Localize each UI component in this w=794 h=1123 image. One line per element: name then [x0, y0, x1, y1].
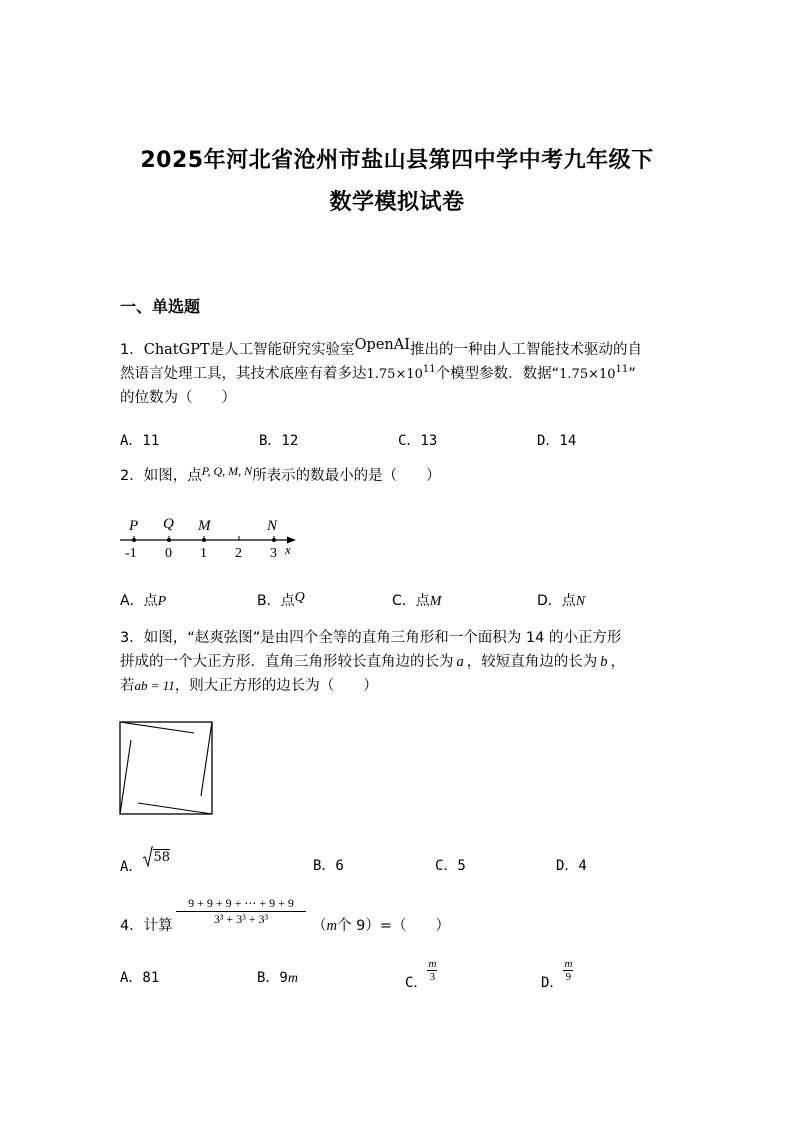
q2-text-a: 2．如图，点	[120, 468, 202, 484]
q2-option-d-prefix: D．点	[537, 593, 576, 609]
point-q-dot	[167, 538, 171, 542]
q4-option-c[interactable]	[405, 958, 437, 991]
q3-option-d[interactable]: D．4	[556, 858, 587, 874]
page-title-line1: 2025年河北省沧州市盐山县第四中学中考九年级下	[140, 148, 654, 173]
question-1-line2	[120, 362, 636, 387]
q2-option-a[interactable]	[120, 590, 166, 610]
question-2-text	[120, 464, 441, 488]
q2-option-b-var: Q	[294, 590, 305, 605]
point-label-m: M	[198, 518, 211, 534]
tick-label-3: 3	[270, 546, 277, 561]
number-line-figure	[112, 510, 312, 566]
q2-option-b[interactable]	[257, 590, 305, 610]
q2-vars: P, Q, M, N	[201, 464, 253, 478]
q1-chatgpt: ChatGPT	[143, 342, 210, 358]
inner-square	[131, 733, 201, 803]
q2-option-b-prefix: B．点	[257, 593, 295, 609]
point-n-dot	[272, 538, 276, 542]
q3-text-e: ，则大正方形的边长为（ ）	[174, 678, 378, 694]
q3-option-a-prefix: A．	[120, 859, 143, 875]
q2-option-a-var: P	[157, 594, 167, 609]
zhao-shuang-diagram	[118, 720, 216, 818]
q1-number: 1．	[120, 342, 144, 358]
q2-option-c-var: M	[429, 594, 442, 609]
q3-text-b: ，较短直角边的长为	[466, 654, 598, 670]
tick-label-2: 2	[235, 546, 242, 561]
q4-option-d[interactable]	[541, 958, 573, 991]
tick-label-0: 0	[165, 546, 172, 561]
outer-square	[120, 722, 212, 814]
tick-label-neg1: -1	[125, 546, 137, 561]
triangle-edge	[138, 803, 212, 814]
q4-option-c-frac	[427, 958, 437, 983]
point-label-q: Q	[163, 516, 174, 532]
q3-expr: ab = 11	[134, 678, 175, 693]
page-title-line2: 数学模拟试卷	[329, 190, 465, 215]
q3-var-b: b	[600, 654, 608, 670]
triangle-edge	[201, 722, 212, 796]
q1-option-a[interactable]: A．11	[120, 433, 160, 449]
q1-exponent-2: 11	[615, 364, 629, 376]
point-label-n: N	[267, 518, 278, 534]
q2-option-c-prefix: C．点	[392, 593, 430, 609]
q3-option-c[interactable]: C．5	[435, 858, 466, 874]
q4-var-m: m	[326, 918, 337, 934]
q2-option-d[interactable]	[537, 590, 585, 610]
q2-option-c[interactable]	[392, 590, 441, 610]
q1-exponent: 11	[422, 364, 436, 376]
q4-paren-open: （	[312, 918, 327, 934]
q1-option-c[interactable]: C．13	[398, 433, 438, 449]
q1-quote-close: ”	[628, 366, 636, 382]
q4-fraction	[176, 896, 306, 927]
question-3-line1: 3．如图，“赵爽弦图”是由四个全等的直角三角形和一个面积为 14 的小正方形	[120, 630, 622, 646]
q4-option-c-den: 3	[429, 971, 436, 983]
triangle-edge	[120, 722, 194, 733]
question-1-line1	[120, 338, 642, 362]
q1-option-b[interactable]: B．12	[259, 433, 299, 449]
q3-text-c: ，	[610, 654, 625, 670]
q1-text-b: 推出的一种由人工智能技术驱动的自	[409, 342, 642, 358]
q1-text-c: 然语言处理工具，其技术底座有着多达	[120, 366, 367, 382]
q4-option-d-prefix: D．	[541, 974, 564, 991]
q3-sqrt	[142, 846, 170, 868]
q4-numerator: 9 + 9 + 9 + ⋯ + 9 + 9	[176, 896, 306, 912]
axis-label-x: x	[285, 542, 291, 557]
q4-option-c-prefix: C．	[405, 974, 428, 991]
q2-option-a-prefix: A．点	[120, 593, 158, 609]
q4-option-b-prefix: B．9	[257, 970, 288, 986]
q4-option-b-var: m	[287, 971, 298, 986]
section-heading: 一、单选题	[120, 297, 201, 316]
q1-text-d: 个模型参数．数据“	[435, 366, 560, 382]
q4-prefix: 4．计算	[120, 918, 173, 934]
tick-label-1: 1	[200, 546, 207, 561]
point-p-dot	[132, 538, 136, 542]
q4-option-d-num: m	[564, 958, 573, 970]
q2-text-b: 所表示的数最小的是（ ）	[252, 468, 441, 484]
q4-option-c-num: m	[428, 958, 437, 970]
question-3-line2	[120, 650, 625, 674]
question-3-line3	[120, 674, 378, 698]
q4-option-d-den: 9	[565, 971, 572, 983]
q3-radicand: 58	[153, 849, 170, 865]
q4-denominator: 3³ + 3³ + 3³	[213, 912, 269, 926]
q4-option-a[interactable]: A．81	[120, 970, 160, 986]
q4-suffix-text: 个 9）=（ ）	[336, 918, 450, 934]
q1-number-expr-2: 1.75×10	[559, 367, 616, 382]
q3-option-a[interactable]	[120, 848, 170, 875]
q1-number-expr: 1.75×10	[366, 367, 423, 382]
q4-option-d-frac	[563, 958, 573, 983]
sqrt-sign-icon	[142, 846, 153, 868]
point-label-p: P	[129, 518, 139, 534]
q2-option-d-var: N	[575, 594, 586, 609]
q3-option-b[interactable]: B．6	[313, 858, 344, 874]
q4-suffix	[312, 914, 450, 938]
q1-option-d[interactable]: D．14	[537, 433, 577, 449]
q4-option-b[interactable]	[257, 967, 298, 987]
q3-text-d: 若	[120, 678, 135, 694]
q3-var-a: a	[456, 654, 464, 670]
q1-text-a: 是人工智能研究实验室	[209, 342, 355, 358]
triangle-edge	[120, 740, 131, 814]
q3-text-a: 拼成的一个大正方形．直角三角形较长直角边的长为	[120, 654, 454, 670]
point-m-dot	[202, 538, 206, 542]
q1-openai: OpenAI	[354, 337, 410, 353]
question-1-line3: 的位数为（ ）	[120, 390, 236, 406]
